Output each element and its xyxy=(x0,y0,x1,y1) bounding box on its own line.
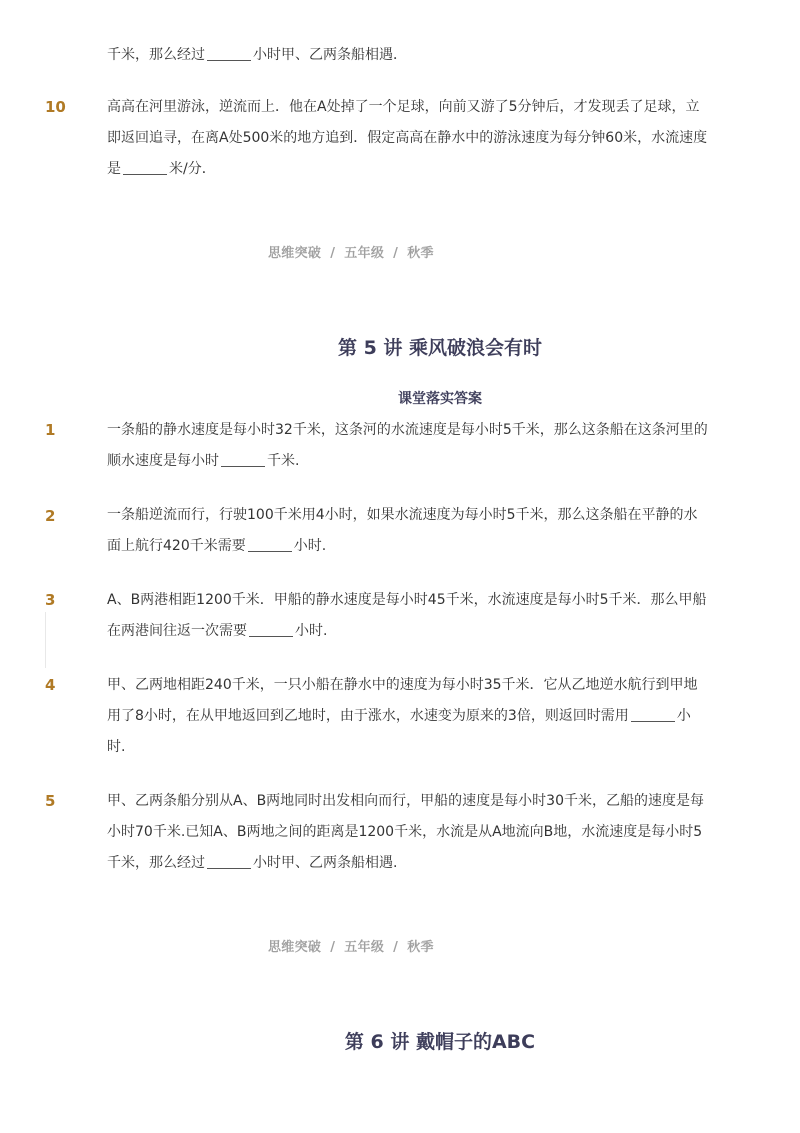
page-footer: 思维突破 / 五年级 / 秋季 xyxy=(268,246,434,261)
question-text: 一条船的静水速度是每小时32千米，这条河的水流速度是每小时5千米，那么这条船在这条河里的 顺水速度是每小时 千米. xyxy=(107,422,708,469)
question-number: 10 xyxy=(45,98,66,116)
question-number: 5 xyxy=(45,792,56,810)
question-number: 2 xyxy=(45,507,56,525)
question-number: 3 xyxy=(45,591,56,609)
question-text: 一条船逆流而行，行驶100千米用4小时，如果水流速度为每小时5千米，那么这条船在平静的水 面上航行420千米需要 小时. xyxy=(107,507,698,554)
answer-blank[interactable] xyxy=(249,622,293,637)
answer-blank[interactable] xyxy=(123,160,167,175)
answer-blank[interactable] xyxy=(248,537,292,552)
continuation-line: 千米，那么经过 小时甲、乙两条船相遇． xyxy=(107,47,407,63)
question-text: A、B两港相距1200千米．甲船的静水速度是每小时45千米，水流速度是每小时5千米．那么甲船 在两港间往返一次需要 小时. xyxy=(107,592,707,639)
lecture-title: 第 5 讲 乘风破浪会有时 xyxy=(337,337,543,359)
section-subtitle: 课堂落实答案 xyxy=(398,391,482,407)
answer-blank[interactable] xyxy=(207,46,251,61)
question-number: 1 xyxy=(45,421,56,439)
question-text: 甲、乙两条船分别从A、B两地同时出发相向而行，甲船的速度是每小时30千米，乙船的速度是每 小时70千米.已知A、B两地之间的距离是1200千米，水流是从A地流向B地，水流速度是每小时5 千米，那么经过 小时甲、乙两条船相遇. xyxy=(107,793,704,871)
question-text: 高高在河里游泳，逆流而上．他在A处掉了一个足球，向前又游了5分钟后，才发现丢了足球，立 即返回追寻，在离A处500米的地方追到．假定高高在静水中的游泳速度为每分钟60米，水流速度 是 米/分． xyxy=(107,99,708,177)
answer-blank[interactable] xyxy=(221,452,265,467)
question-number: 4 xyxy=(45,676,56,694)
answer-blank[interactable] xyxy=(207,854,251,869)
margin-rule xyxy=(45,612,46,668)
lecture-title: 第 6 讲 戴帽子的ABC xyxy=(344,1031,536,1053)
answer-blank[interactable] xyxy=(631,707,675,722)
question-text: 甲、乙两地相距240千米，一只小船在静水中的速度为每小时35千米．它从乙地逆水航行到甲地 用了8小时，在从甲地返回到乙地时，由于涨水，水速变为原来的3倍，则返回时需用 小 时. xyxy=(107,677,698,755)
page-footer: 思维突破 / 五年级 / 秋季 xyxy=(268,940,434,955)
